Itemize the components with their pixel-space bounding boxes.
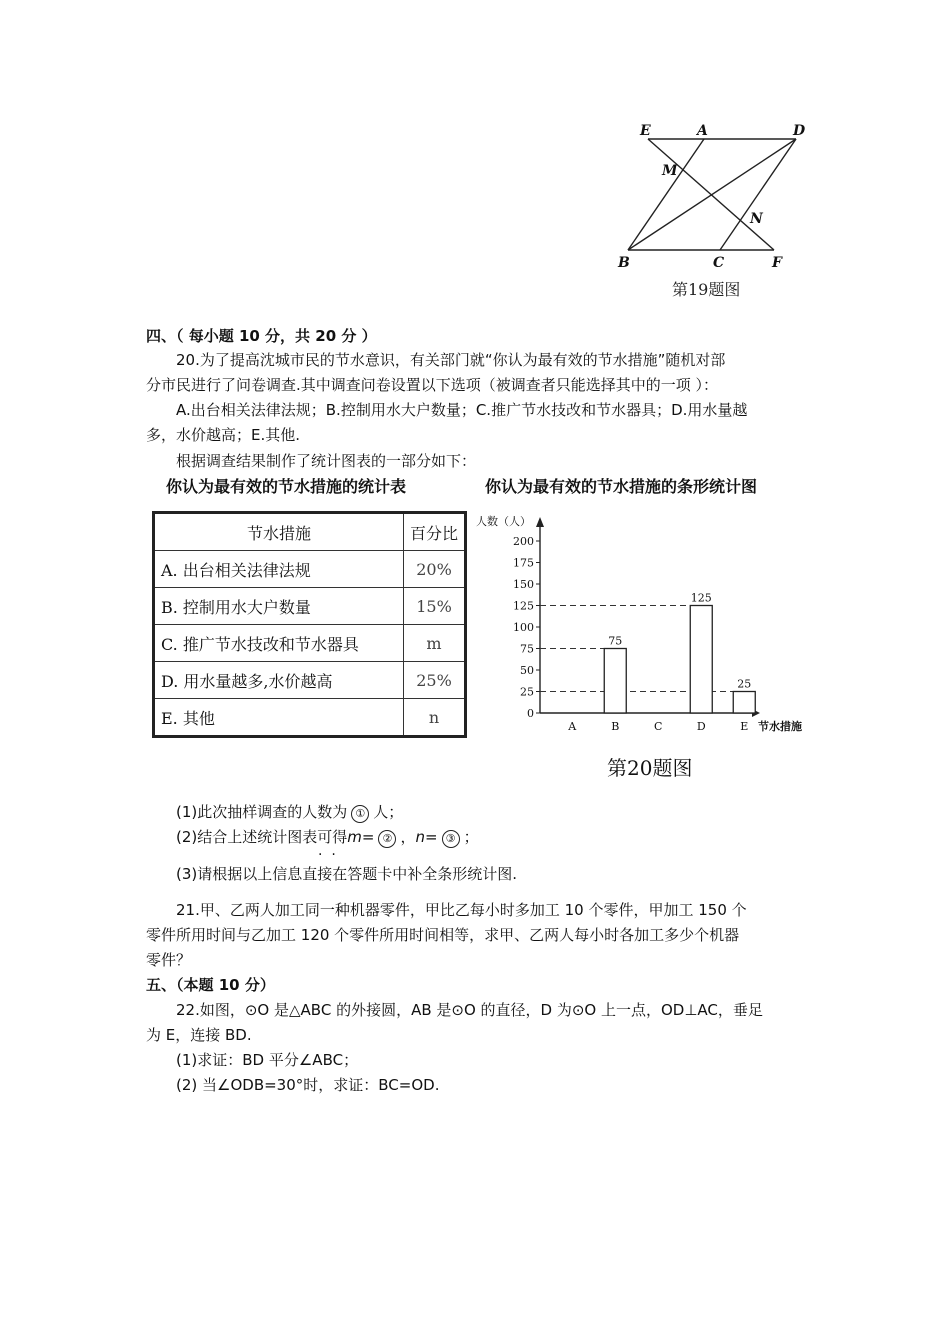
eq-sign-1: = [361, 828, 375, 846]
eq-sign-2: = [424, 828, 438, 846]
stat-table-cell: n [404, 699, 466, 737]
answer-blank-3[interactable] [438, 825, 464, 849]
x-tick-label: D [696, 720, 706, 733]
table-row [154, 699, 466, 737]
answer-blank-1[interactable] [347, 800, 373, 824]
y-tick-label: 50 [520, 664, 534, 677]
q20-sub-2-text: (2)结合上述统计图表可得 [176, 828, 348, 846]
q20-sub-1-post: 人； [373, 803, 404, 821]
y-tick-label: 200 [513, 535, 534, 548]
fig19-label-d: D [793, 123, 806, 139]
blank-2-marker: ② [378, 830, 396, 848]
stat-table-cell: A. 出台相关法律法规 [154, 551, 404, 588]
bar-value-label: 75 [608, 634, 623, 648]
fig19-label-f: F [772, 255, 782, 271]
q21-text-2: 零件所用时间与乙加工 120 个零件所用时间相等，求甲、乙两人每小时各加工多少个机器 [146, 926, 740, 944]
stat-table-cell: 20% [404, 551, 466, 588]
section-4-heading: 四、（ 每小题 10 分，共 20 分 ） [146, 327, 377, 345]
q20-text-1a: 20.为了提高沈城市民的节水意识，有关部门就“你认为最有效的节水措施”随机对部 [176, 351, 726, 369]
stat-table [152, 511, 467, 738]
fig19-label-b: B [618, 255, 630, 271]
bar-value-label: 25 [737, 677, 752, 691]
bar-chart [470, 505, 815, 740]
x-tick-label: B [611, 720, 620, 733]
q22-text-1: 22.如图，⊙O 是△ABC 的外接圆，AB 是⊙O 的直径，D 为⊙O 上一点，OD⊥AC，垂足 [176, 1001, 763, 1019]
y-axis-label: 人数（人） [476, 515, 531, 528]
q20-sub-2 [176, 825, 838, 849]
stat-table-cell: C. 推广节水技改和节水器具 [154, 625, 404, 662]
var-n: n [415, 828, 425, 846]
bar-chart-title: 你认为最有效的节水措施的条形统计图 [485, 477, 758, 496]
fig19-label-a: A [697, 123, 708, 139]
x-tick-label: A [568, 720, 577, 733]
x-tick-label: E [740, 720, 749, 733]
table-row [154, 662, 466, 699]
fig19-caption: 第19题图 [672, 280, 741, 299]
y-tick-label: 175 [513, 556, 534, 570]
var-m: m [347, 828, 362, 846]
table-row [154, 625, 466, 662]
q20-text-3: 根据调查结果制作了统计图表的一部分如下： [176, 452, 477, 470]
q20-sub-3: (3)请根据以上信息直接在答题卡中补全条形统计图. [176, 865, 518, 883]
stat-table-header-percent: 百分比 [404, 513, 466, 551]
y-tick-label: 125 [513, 599, 534, 613]
q20-text-2b: 多，水价越高；E.其他. [146, 426, 301, 444]
bar-value-label: 125 [690, 591, 712, 605]
stat-table-header-row [154, 513, 466, 551]
y-tick-label: 100 [513, 621, 534, 634]
y-tick-label: 75 [520, 642, 534, 656]
y-tick-label: 25 [520, 685, 534, 699]
q20-text-2a: A.出台相关法律法规；B.控制用水大户数量；C.推广节水技改和节水器具；D.用水量越 [176, 401, 748, 419]
fig19-label-e: E [640, 123, 651, 139]
stat-table-header-measure: 节水措施 [154, 513, 404, 551]
stat-table-cell: B. 控制用水大户数量 [154, 588, 404, 625]
stat-table-cell: D. 用水量越多,水价越高 [154, 662, 404, 699]
q21-text-3: 零件？ [146, 951, 192, 969]
stat-table-cell: 25% [404, 662, 466, 699]
q22-text-2: 为 E，连接 BD. [146, 1026, 252, 1044]
x-axis-label: 节水措施 [758, 720, 802, 733]
x-tick-label: C [654, 720, 663, 733]
fig20-caption: 第20题图 [607, 756, 693, 780]
figure-19 [600, 115, 820, 300]
q21-text-1: 21.甲、乙两人加工同一种机器零件，甲比乙每小时多加工 10 个零件，甲加工 150 个 [176, 901, 747, 919]
y-tick-label: 150 [513, 578, 534, 591]
y-tick-label: 0 [527, 707, 534, 720]
stat-table-title: 你认为最有效的节水措施的统计表 [166, 477, 407, 496]
q20-text-1b: 分市民进行了问卷调查.其中调查问卷设置以下选项（被调查者只能选择其中的一项 ）： [146, 376, 719, 394]
stat-table-cell: E. 其他 [154, 699, 404, 737]
q20-sub-1-text: (1)此次抽样调查的人数为 [176, 803, 348, 821]
blank-3-marker: ③ [442, 830, 460, 848]
q22-sub-1: (1)求证：BD 平分∠ABC； [176, 1051, 359, 1069]
table-row [154, 551, 466, 588]
bar-e [733, 692, 755, 714]
emphasis-dots: . . [318, 843, 336, 859]
fig19-label-m: M [662, 163, 678, 179]
q20-sub-2-post: ； [463, 828, 479, 846]
q20-sub-1 [176, 800, 838, 824]
fig19-label-n: N [750, 211, 763, 227]
bar-d [690, 606, 712, 714]
q22-sub-2: (2) 当∠ODB=30°时，求证：BC=OD. [176, 1076, 440, 1094]
blank-1-marker: ① [351, 805, 369, 823]
bar-b [604, 649, 626, 714]
stat-table-cell: m [404, 625, 466, 662]
fig19-label-c: C [713, 255, 725, 271]
y-axis-arrow [536, 517, 544, 527]
answer-blank-2[interactable] [374, 825, 400, 849]
table-row [154, 588, 466, 625]
stat-table-cell: 15% [404, 588, 466, 625]
sep: ， [400, 828, 416, 846]
section-5-heading: 五、（本题 10 分） [146, 976, 275, 994]
